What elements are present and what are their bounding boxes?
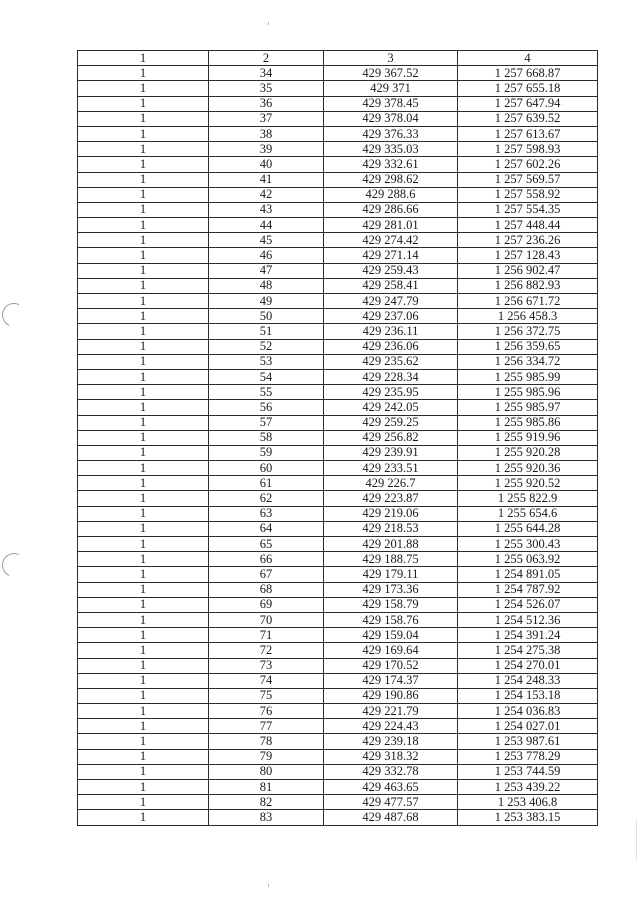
cell-contour-number: 1 xyxy=(78,233,209,248)
cell-y-coordinate: 1 255 919.96 xyxy=(458,430,598,445)
cell-x-coordinate: 429 174.37 xyxy=(324,673,458,688)
table-row xyxy=(78,628,598,643)
cell-x-coordinate: 429 235.95 xyxy=(324,385,458,400)
table-row xyxy=(78,506,598,521)
cell-y-coordinate: 1 257 128.43 xyxy=(458,248,598,263)
cell-point-number: 54 xyxy=(209,369,324,384)
cell-contour-number: 1 xyxy=(78,354,209,369)
cell-x-coordinate: 429 218.53 xyxy=(324,521,458,536)
cell-point-number: 51 xyxy=(209,324,324,339)
cell-x-coordinate: 429 239.91 xyxy=(324,445,458,460)
cell-x-coordinate: 429 259.25 xyxy=(324,415,458,430)
table-row xyxy=(78,430,598,445)
cell-contour-number: 1 xyxy=(78,673,209,688)
table-row xyxy=(78,294,598,309)
table-row xyxy=(78,354,598,369)
table-row xyxy=(78,643,598,658)
table-row xyxy=(78,172,598,187)
cell-contour-number: 1 xyxy=(78,96,209,111)
cell-x-coordinate: 429 477.57 xyxy=(324,795,458,810)
cell-point-number: 47 xyxy=(209,263,324,278)
cell-y-coordinate: 1 254 526.07 xyxy=(458,597,598,612)
cell-y-coordinate: 1 253 778.29 xyxy=(458,749,598,764)
cell-y-coordinate: 1 255 985.96 xyxy=(458,385,598,400)
table-row xyxy=(78,567,598,582)
cell-contour-number: 1 xyxy=(78,430,209,445)
cell-y-coordinate: 1 254 248.33 xyxy=(458,673,598,688)
cell-y-coordinate: 1 257 554.35 xyxy=(458,202,598,217)
table-row xyxy=(78,324,598,339)
cell-x-coordinate: 429 371 xyxy=(324,81,458,96)
cell-x-coordinate: 429 332.78 xyxy=(324,764,458,779)
table-row xyxy=(78,582,598,597)
table-row xyxy=(78,476,598,491)
table-row xyxy=(78,415,598,430)
cell-y-coordinate: 1 254 891.05 xyxy=(458,567,598,582)
cell-contour-number: 1 xyxy=(78,66,209,81)
cell-x-coordinate: 429 332.61 xyxy=(324,157,458,172)
cell-point-number: 61 xyxy=(209,476,324,491)
cell-point-number: 74 xyxy=(209,673,324,688)
table-row xyxy=(78,96,598,111)
table-row xyxy=(78,400,598,415)
cell-y-coordinate: 1 254 512.36 xyxy=(458,612,598,627)
cell-point-number: 43 xyxy=(209,202,324,217)
cell-contour-number: 1 xyxy=(78,339,209,354)
cell-y-coordinate: 1 255 920.28 xyxy=(458,445,598,460)
table-row xyxy=(78,385,598,400)
cell-x-coordinate: 429 258.41 xyxy=(324,278,458,293)
cell-point-number: 39 xyxy=(209,142,324,157)
cell-contour-number: 1 xyxy=(78,612,209,627)
table-row xyxy=(78,369,598,384)
scan-speck xyxy=(268,22,269,25)
cell-point-number: 63 xyxy=(209,506,324,521)
table-row xyxy=(78,111,598,126)
cell-point-number: 58 xyxy=(209,430,324,445)
table-row xyxy=(78,719,598,734)
cell-point-number: 62 xyxy=(209,491,324,506)
cell-y-coordinate: 1 256 334.72 xyxy=(458,354,598,369)
cell-y-coordinate: 1 257 613.67 xyxy=(458,126,598,141)
cell-y-coordinate: 1 254 153.18 xyxy=(458,688,598,703)
cell-x-coordinate: 429 256.82 xyxy=(324,430,458,445)
cell-x-coordinate: 429 169.64 xyxy=(324,643,458,658)
cell-x-coordinate: 429 247.79 xyxy=(324,294,458,309)
scan-edge-shadow xyxy=(636,820,637,860)
cell-y-coordinate: 1 256 458.3 xyxy=(458,309,598,324)
cell-y-coordinate: 1 257 558.92 xyxy=(458,187,598,202)
cell-point-number: 40 xyxy=(209,157,324,172)
cell-x-coordinate: 429 228.34 xyxy=(324,369,458,384)
table-header-row xyxy=(78,51,598,66)
cell-point-number: 75 xyxy=(209,688,324,703)
cell-y-coordinate: 1 256 671.72 xyxy=(458,294,598,309)
cell-y-coordinate: 1 254 275.38 xyxy=(458,643,598,658)
cell-point-number: 77 xyxy=(209,719,324,734)
cell-y-coordinate: 1 253 987.61 xyxy=(458,734,598,749)
cell-point-number: 42 xyxy=(209,187,324,202)
table-row xyxy=(78,142,598,157)
cell-x-coordinate: 429 173.36 xyxy=(324,582,458,597)
table-row xyxy=(78,339,598,354)
cell-point-number: 82 xyxy=(209,795,324,810)
cell-contour-number: 1 xyxy=(78,415,209,430)
cell-y-coordinate: 1 255 063.92 xyxy=(458,552,598,567)
cell-point-number: 79 xyxy=(209,749,324,764)
table-row xyxy=(78,309,598,324)
cell-point-number: 83 xyxy=(209,810,324,825)
punch-hole-mark xyxy=(0,300,29,331)
table-row xyxy=(78,233,598,248)
cell-point-number: 57 xyxy=(209,415,324,430)
cell-y-coordinate: 1 256 372.75 xyxy=(458,324,598,339)
cell-x-coordinate: 429 221.79 xyxy=(324,704,458,719)
table-row xyxy=(78,612,598,627)
cell-point-number: 68 xyxy=(209,582,324,597)
cell-y-coordinate: 1 257 647.94 xyxy=(458,96,598,111)
cell-y-coordinate: 1 257 569.57 xyxy=(458,172,598,187)
column-header: 2 xyxy=(209,51,324,66)
cell-point-number: 71 xyxy=(209,628,324,643)
cell-x-coordinate: 429 298.62 xyxy=(324,172,458,187)
table-row xyxy=(78,537,598,552)
cell-point-number: 76 xyxy=(209,704,324,719)
cell-x-coordinate: 429 235.62 xyxy=(324,354,458,369)
column-header: 1 xyxy=(78,51,209,66)
cell-point-number: 70 xyxy=(209,612,324,627)
cell-point-number: 35 xyxy=(209,81,324,96)
cell-x-coordinate: 429 233.51 xyxy=(324,461,458,476)
column-header: 3 xyxy=(324,51,458,66)
column-header: 4 xyxy=(458,51,598,66)
table-row xyxy=(78,597,598,612)
cell-y-coordinate: 1 255 985.99 xyxy=(458,369,598,384)
cell-x-coordinate: 429 159.04 xyxy=(324,628,458,643)
cell-y-coordinate: 1 255 920.52 xyxy=(458,476,598,491)
cell-point-number: 37 xyxy=(209,111,324,126)
cell-contour-number: 1 xyxy=(78,385,209,400)
cell-x-coordinate: 429 188.75 xyxy=(324,552,458,567)
cell-point-number: 78 xyxy=(209,734,324,749)
cell-contour-number: 1 xyxy=(78,476,209,491)
cell-point-number: 65 xyxy=(209,537,324,552)
cell-x-coordinate: 429 271.14 xyxy=(324,248,458,263)
cell-contour-number: 1 xyxy=(78,263,209,278)
cell-point-number: 52 xyxy=(209,339,324,354)
cell-point-number: 81 xyxy=(209,780,324,795)
cell-x-coordinate: 429 367.52 xyxy=(324,66,458,81)
cell-x-coordinate: 429 190.86 xyxy=(324,688,458,703)
cell-x-coordinate: 429 237.06 xyxy=(324,309,458,324)
table-row xyxy=(78,491,598,506)
cell-contour-number: 1 xyxy=(78,309,209,324)
cell-contour-number: 1 xyxy=(78,324,209,339)
cell-y-coordinate: 1 255 822.9 xyxy=(458,491,598,506)
cell-y-coordinate: 1 254 027.01 xyxy=(458,719,598,734)
table-row xyxy=(78,81,598,96)
cell-x-coordinate: 429 236.06 xyxy=(324,339,458,354)
cell-y-coordinate: 1 253 383.15 xyxy=(458,810,598,825)
coordinates-table-body xyxy=(78,51,598,826)
cell-contour-number: 1 xyxy=(78,734,209,749)
cell-x-coordinate: 429 281.01 xyxy=(324,218,458,233)
cell-y-coordinate: 1 256 902.47 xyxy=(458,263,598,278)
table-row xyxy=(78,187,598,202)
cell-contour-number: 1 xyxy=(78,521,209,536)
cell-contour-number: 1 xyxy=(78,719,209,734)
cell-point-number: 66 xyxy=(209,552,324,567)
cell-contour-number: 1 xyxy=(78,461,209,476)
cell-contour-number: 1 xyxy=(78,172,209,187)
cell-x-coordinate: 429 335.03 xyxy=(324,142,458,157)
cell-contour-number: 1 xyxy=(78,278,209,293)
table-row xyxy=(78,764,598,779)
cell-x-coordinate: 429 158.76 xyxy=(324,612,458,627)
table-row xyxy=(78,810,598,825)
cell-point-number: 60 xyxy=(209,461,324,476)
cell-contour-number: 1 xyxy=(78,126,209,141)
cell-x-coordinate: 429 236.11 xyxy=(324,324,458,339)
cell-contour-number: 1 xyxy=(78,780,209,795)
table-row xyxy=(78,552,598,567)
cell-point-number: 72 xyxy=(209,643,324,658)
table-row xyxy=(78,461,598,476)
table-row xyxy=(78,734,598,749)
cell-contour-number: 1 xyxy=(78,369,209,384)
cell-x-coordinate: 429 274.42 xyxy=(324,233,458,248)
cell-y-coordinate: 1 253 406.8 xyxy=(458,795,598,810)
cell-contour-number: 1 xyxy=(78,218,209,233)
cell-point-number: 69 xyxy=(209,597,324,612)
cell-x-coordinate: 429 170.52 xyxy=(324,658,458,673)
table-row xyxy=(78,673,598,688)
cell-contour-number: 1 xyxy=(78,400,209,415)
cell-y-coordinate: 1 254 391.24 xyxy=(458,628,598,643)
cell-x-coordinate: 429 463.65 xyxy=(324,780,458,795)
table-row xyxy=(78,445,598,460)
cell-y-coordinate: 1 257 602.26 xyxy=(458,157,598,172)
cell-y-coordinate: 1 256 882.93 xyxy=(458,278,598,293)
table-row xyxy=(78,157,598,172)
table-row xyxy=(78,521,598,536)
cell-x-coordinate: 429 158.79 xyxy=(324,597,458,612)
table-row xyxy=(78,704,598,719)
cell-point-number: 55 xyxy=(209,385,324,400)
cell-x-coordinate: 429 288.6 xyxy=(324,187,458,202)
cell-contour-number: 1 xyxy=(78,248,209,263)
cell-y-coordinate: 1 255 985.97 xyxy=(458,400,598,415)
cell-y-coordinate: 1 254 270.01 xyxy=(458,658,598,673)
cell-contour-number: 1 xyxy=(78,506,209,521)
table-row xyxy=(78,126,598,141)
cell-x-coordinate: 429 378.45 xyxy=(324,96,458,111)
cell-x-coordinate: 429 376.33 xyxy=(324,126,458,141)
cell-point-number: 45 xyxy=(209,233,324,248)
cell-y-coordinate: 1 257 655.18 xyxy=(458,81,598,96)
cell-point-number: 53 xyxy=(209,354,324,369)
cell-contour-number: 1 xyxy=(78,187,209,202)
cell-x-coordinate: 429 224.43 xyxy=(324,719,458,734)
cell-contour-number: 1 xyxy=(78,294,209,309)
cell-x-coordinate: 429 239.18 xyxy=(324,734,458,749)
cell-point-number: 48 xyxy=(209,278,324,293)
cell-point-number: 80 xyxy=(209,764,324,779)
punch-hole-mark xyxy=(0,550,29,581)
cell-x-coordinate: 429 223.87 xyxy=(324,491,458,506)
cell-contour-number: 1 xyxy=(78,111,209,126)
cell-contour-number: 1 xyxy=(78,628,209,643)
cell-y-coordinate: 1 257 236.26 xyxy=(458,233,598,248)
cell-point-number: 44 xyxy=(209,218,324,233)
table-row xyxy=(78,658,598,673)
table-row xyxy=(78,780,598,795)
cell-point-number: 64 xyxy=(209,521,324,536)
table-row xyxy=(78,202,598,217)
cell-point-number: 67 xyxy=(209,567,324,582)
cell-x-coordinate: 429 201.88 xyxy=(324,537,458,552)
cell-contour-number: 1 xyxy=(78,157,209,172)
cell-y-coordinate: 1 253 439.22 xyxy=(458,780,598,795)
cell-contour-number: 1 xyxy=(78,597,209,612)
table-row xyxy=(78,749,598,764)
cell-y-coordinate: 1 253 744.59 xyxy=(458,764,598,779)
cell-y-coordinate: 1 257 448.44 xyxy=(458,218,598,233)
cell-point-number: 46 xyxy=(209,248,324,263)
cell-contour-number: 1 xyxy=(78,658,209,673)
cell-point-number: 41 xyxy=(209,172,324,187)
cell-y-coordinate: 1 254 787.92 xyxy=(458,582,598,597)
cell-y-coordinate: 1 255 920.36 xyxy=(458,461,598,476)
cell-x-coordinate: 429 259.43 xyxy=(324,263,458,278)
cell-contour-number: 1 xyxy=(78,81,209,96)
cell-x-coordinate: 429 242.05 xyxy=(324,400,458,415)
cell-y-coordinate: 1 255 654.6 xyxy=(458,506,598,521)
cell-point-number: 59 xyxy=(209,445,324,460)
cell-contour-number: 1 xyxy=(78,688,209,703)
cell-point-number: 36 xyxy=(209,96,324,111)
cell-x-coordinate: 429 318.32 xyxy=(324,749,458,764)
cell-contour-number: 1 xyxy=(78,567,209,582)
cell-contour-number: 1 xyxy=(78,491,209,506)
cell-point-number: 38 xyxy=(209,126,324,141)
cell-point-number: 56 xyxy=(209,400,324,415)
cell-y-coordinate: 1 256 359.65 xyxy=(458,339,598,354)
cell-contour-number: 1 xyxy=(78,810,209,825)
cell-contour-number: 1 xyxy=(78,704,209,719)
table-row xyxy=(78,263,598,278)
table-row xyxy=(78,66,598,81)
table-row xyxy=(78,278,598,293)
cell-y-coordinate: 1 255 985.86 xyxy=(458,415,598,430)
cell-contour-number: 1 xyxy=(78,764,209,779)
cell-y-coordinate: 1 255 300.43 xyxy=(458,537,598,552)
table-row xyxy=(78,248,598,263)
cell-contour-number: 1 xyxy=(78,552,209,567)
table-row xyxy=(78,795,598,810)
cell-x-coordinate: 429 378.04 xyxy=(324,111,458,126)
cell-x-coordinate: 429 226.7 xyxy=(324,476,458,491)
cell-x-coordinate: 429 487.68 xyxy=(324,810,458,825)
cell-x-coordinate: 429 286.66 xyxy=(324,202,458,217)
cell-contour-number: 1 xyxy=(78,202,209,217)
cell-point-number: 34 xyxy=(209,66,324,81)
cell-contour-number: 1 xyxy=(78,643,209,658)
scan-speck xyxy=(268,884,269,887)
cell-y-coordinate: 1 254 036.83 xyxy=(458,704,598,719)
cell-y-coordinate: 1 257 598.93 xyxy=(458,142,598,157)
cell-y-coordinate: 1 257 668.87 xyxy=(458,66,598,81)
cell-contour-number: 1 xyxy=(78,749,209,764)
table-row xyxy=(78,218,598,233)
cell-y-coordinate: 1 255 644.28 xyxy=(458,521,598,536)
cell-contour-number: 1 xyxy=(78,795,209,810)
cell-contour-number: 1 xyxy=(78,142,209,157)
cell-contour-number: 1 xyxy=(78,582,209,597)
cell-contour-number: 1 xyxy=(78,445,209,460)
cell-y-coordinate: 1 257 639.52 xyxy=(458,111,598,126)
cell-contour-number: 1 xyxy=(78,537,209,552)
cell-point-number: 49 xyxy=(209,294,324,309)
table-row xyxy=(78,688,598,703)
cell-point-number: 73 xyxy=(209,658,324,673)
cell-point-number: 50 xyxy=(209,309,324,324)
cell-x-coordinate: 429 179.11 xyxy=(324,567,458,582)
coordinates-table xyxy=(77,50,598,826)
cell-x-coordinate: 429 219.06 xyxy=(324,506,458,521)
